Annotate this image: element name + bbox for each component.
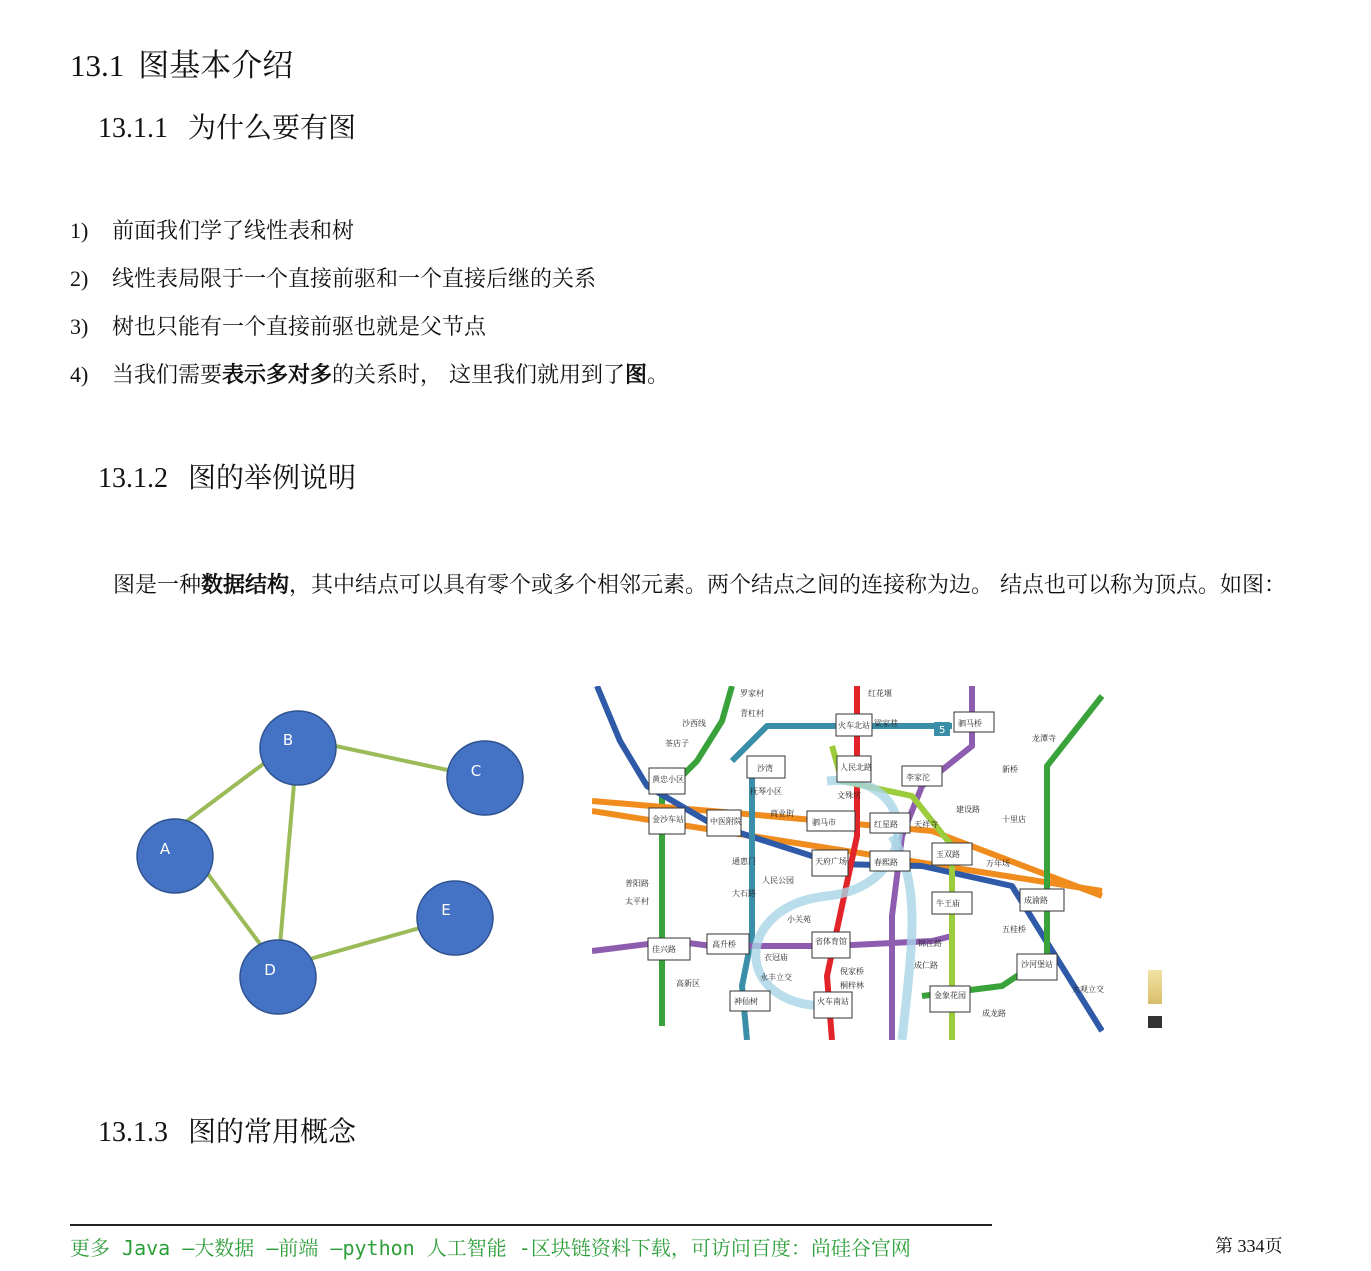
graph-node-a xyxy=(137,819,213,893)
station-label: 龙潭寺 xyxy=(1032,734,1056,743)
subsection-number: 13.1.1 xyxy=(98,113,168,144)
section-number: 13.1 xyxy=(70,48,125,83)
node-label-b: B xyxy=(282,731,294,749)
station-label: 文殊坊 xyxy=(837,791,861,800)
list-item xyxy=(70,262,596,293)
list-number: 4) xyxy=(70,362,89,387)
station-label: 建设路 xyxy=(956,805,980,814)
subsection-heading-1 xyxy=(98,106,356,146)
graph-node-d xyxy=(240,940,316,1014)
station-label: 万年场 xyxy=(986,859,1010,868)
station-label: 永丰立交 xyxy=(760,973,792,982)
node-label-c: C xyxy=(470,762,482,780)
station-label: 大石路 xyxy=(732,889,756,898)
subsection-title: 为什么要有图 xyxy=(188,111,357,144)
station-label: 衣冠庙 xyxy=(764,953,788,962)
station-label: 大观立交 xyxy=(1072,985,1104,994)
station-label: 沙湾 xyxy=(757,764,773,773)
subsection-title: 图的常用概念 xyxy=(188,1115,357,1148)
list-number: 2) xyxy=(70,266,89,291)
graph-node-b xyxy=(260,711,336,785)
list-item xyxy=(70,358,669,389)
list-number: 3) xyxy=(70,314,89,339)
para-text: 图是一种 xyxy=(113,573,202,598)
subsection-number: 13.1.2 xyxy=(98,463,168,494)
station-label: 中医附院 xyxy=(710,817,742,826)
station-label: 商业街 xyxy=(770,809,794,818)
station-label: 抚琴小区 xyxy=(750,787,782,796)
folder-icon xyxy=(1148,970,1162,1004)
station-label: 牛王庙 xyxy=(936,899,960,908)
paragraph xyxy=(70,562,1300,610)
station-label: 火车南站 xyxy=(817,997,849,1006)
station-label: 李家沱 xyxy=(906,773,930,782)
station-label: 茶店子 xyxy=(665,739,689,748)
bold-text: 数据结构 xyxy=(201,573,290,598)
list-text: 前面我们学了线性表和树 xyxy=(112,219,355,244)
station-label: 火车北站 xyxy=(838,721,870,730)
bold-text: 表示多对多 xyxy=(222,363,333,388)
station-label: 天府广场 xyxy=(815,857,847,866)
station-label: 神仙树 xyxy=(734,997,758,1006)
station-label: 普阳路 xyxy=(625,879,649,888)
station-label: 驷马桥 xyxy=(958,719,982,728)
station-label: 高新区 xyxy=(676,979,700,988)
station-label: 红花堰 xyxy=(868,689,892,698)
station-label: 青杠村 xyxy=(740,709,764,718)
cut-off-heading xyxy=(560,0,800,4)
station-label: 金沙车站 xyxy=(652,815,684,824)
graph-node-e xyxy=(417,881,493,955)
list-item xyxy=(70,214,354,245)
station-label: 五桂桥 xyxy=(1002,925,1026,934)
station-label: 黄忠小区 xyxy=(652,775,684,784)
station-label: 桐梓林 xyxy=(840,981,864,990)
station-label: 通惠门 xyxy=(732,857,756,866)
page-number: 第 334页 xyxy=(1215,1236,1283,1256)
bold-text: 图 xyxy=(625,363,648,388)
station-label: 成仁路 xyxy=(914,961,938,970)
list-text: 。 xyxy=(647,363,670,388)
station-label: 小关苑 xyxy=(787,915,811,924)
station-label: 梁家巷 xyxy=(874,719,898,728)
station-label: 锦江路 xyxy=(918,939,942,948)
line-number-label: 5 xyxy=(939,725,946,736)
station-label: 太平村 xyxy=(625,897,649,906)
footer-text: 更多 Java –大数据 –前端 –python 人工智能 -区块链资料下载，可访问百度：尚硅谷官网 xyxy=(70,1236,911,1260)
station-label: 成渝路 xyxy=(1024,896,1048,905)
station-label: 高升桥 xyxy=(712,940,736,949)
station-label: 春熙路 xyxy=(874,858,898,867)
para-text: ，其中结点可以具有零个或多个相邻元素。两个结点之间的连接称为边。 结点也可以称为顶点。如图： xyxy=(289,573,1287,598)
station-label: 倪家桥 xyxy=(840,967,864,976)
metro-map-image xyxy=(592,686,1104,1040)
station-label: 天祥寺 xyxy=(914,820,938,829)
subsection-heading-3 xyxy=(98,1110,356,1150)
station-label: 省体育馆 xyxy=(815,937,847,946)
station-label: 新桥 xyxy=(1002,765,1018,774)
station-label: 玉双路 xyxy=(936,850,960,859)
list-text: 树也只能有一个直接前驱也就是父节点 xyxy=(112,315,487,340)
station-label: 沙河堡站 xyxy=(1021,960,1053,969)
station-label: 驷马市 xyxy=(812,818,836,827)
subsection-number: 13.1.3 xyxy=(98,1117,168,1148)
subsection-heading-2 xyxy=(98,456,356,496)
graph-diagram xyxy=(120,690,540,1030)
list-text: 当我们需要 xyxy=(112,363,223,388)
graph-node-c xyxy=(447,741,523,815)
cutoff-label-icon xyxy=(1148,1016,1162,1028)
section-title: 图基本介绍 xyxy=(138,48,294,84)
station-label: 十里店 xyxy=(1002,815,1026,824)
section-heading xyxy=(70,40,293,85)
list-text: 线性表局限于一个直接前驱和一个直接后继的关系 xyxy=(112,267,597,292)
node-label-d: D xyxy=(264,961,276,979)
station-label: 红星路 xyxy=(874,820,898,829)
node-label-a: A xyxy=(159,840,171,858)
station-label: 金象花园 xyxy=(934,991,966,1000)
station-label: 人民公园 xyxy=(762,876,794,885)
station-label: 人民北路 xyxy=(840,763,872,772)
node-label-e: E xyxy=(441,901,451,919)
subsection-title: 图的举例说明 xyxy=(188,461,357,494)
list-number: 1) xyxy=(70,218,89,243)
station-label: 罗家村 xyxy=(740,689,764,698)
station-label: 佳兴路 xyxy=(652,945,676,954)
footer-divider xyxy=(70,1224,992,1226)
list-text: 的关系时， 这里我们就用到了 xyxy=(332,363,626,388)
station-label: 成龙路 xyxy=(982,1009,1006,1018)
station-label: 沙西线 xyxy=(682,719,706,728)
list-item xyxy=(70,310,486,341)
